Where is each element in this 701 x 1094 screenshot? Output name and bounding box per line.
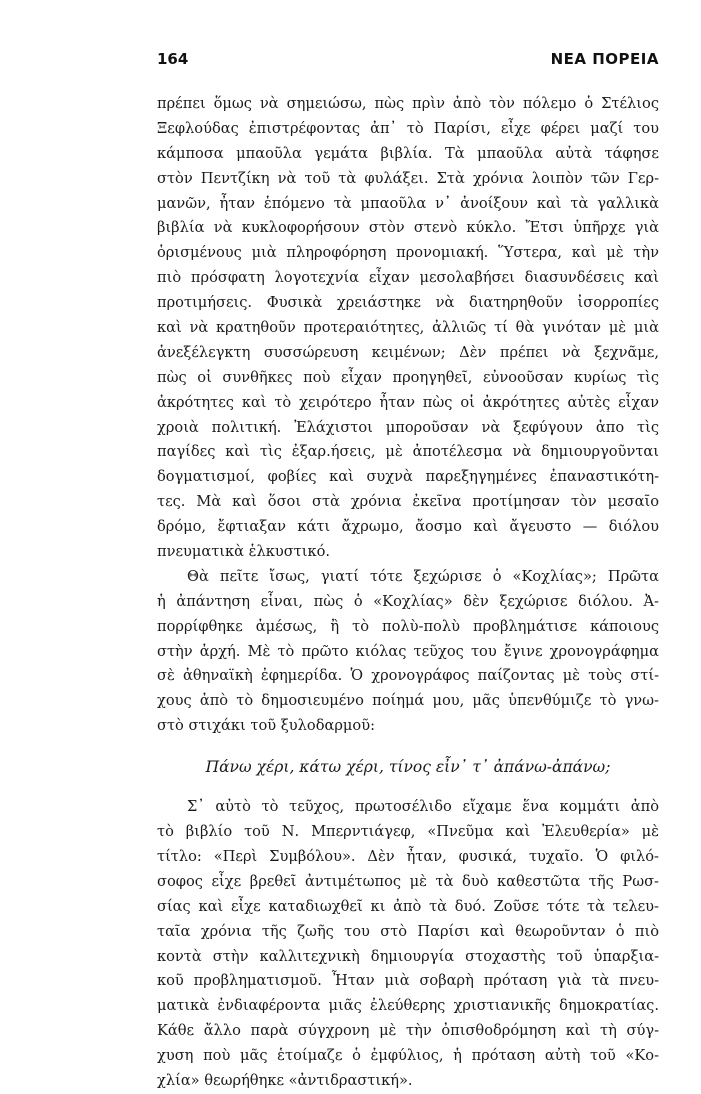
text-line: καὶ νὰ κρατηθοῦν προτεραιότητες, ἀλλιῶς τί θὰ γινόταν μὲ μιὰ bbox=[157, 319, 659, 337]
text-line: πνευματικὰ ἑλκυστικό. bbox=[157, 543, 331, 561]
text-line: δρόμο, ἔφτιαξαν κάτι ἄχρωμο, ἄοσμο καὶ ἄγευστο — διόλου bbox=[157, 518, 659, 536]
text-line: στὸν Πεντζίκη νὰ τοῦ τὰ φυλάξει. Στὰ χρόνια λοιπὸν τῶν Γερ- bbox=[157, 169, 659, 187]
text-line: χροιὰ πολιτική. Ἐλάχιστοι μποροῦσαν νὰ ξεφύγουν ἀπο τὶς bbox=[157, 418, 659, 436]
text-line: σίας καὶ εἶχε καταδιωχθεῖ κι ἀπὸ τὰ δυό. Ζοῦσε τότε τὰ τελευ- bbox=[157, 897, 659, 915]
text-line: σοφος εἶχε βρεθεῖ ἀντιμέτωπος μὲ τὰ δυὸ καθεστῶτα τῆς Ρωσ- bbox=[157, 872, 659, 890]
text-line: πορρίφθηκε ἀμέσως, ἢ τὸ πολὺ-πολὺ προβλημάτισε κάποιους bbox=[157, 617, 659, 635]
text-line: ταῖα χρόνια τῆς ζωῆς του στὸ Παρίσι καὶ θεωροῦνταν ὁ πιὸ bbox=[157, 922, 659, 940]
text-line: Ξεφλούδας ἐπιστρέφοντας ἀπ᾿ τὸ Παρίσι, εἶχε φέρει μαζί του bbox=[157, 119, 659, 137]
text-line: μανῶν, ἦταν ἑπόμενο τὰ μπαοῦλα ν᾿ ἀνοίξουν καὶ τὰ γαλλικὰ bbox=[157, 194, 659, 212]
text-line: παγίδες καὶ τὶς ἐξαρ.ήσεις, μὲ ἀποτέλεσμα νὰ δημιουργοῦνται bbox=[157, 443, 659, 461]
paragraph-1 bbox=[157, 92, 659, 565]
text-line: δογματισμοί, φοβίες καὶ συχνὰ παρεξηγημένες ἐπαναστικότη- bbox=[157, 468, 659, 486]
text-line: στὸ στιχάκι τοῦ ξυλοδαρμοῦ: bbox=[157, 717, 375, 735]
text-line: κοντὰ στὴν καλλιτεχνικὴ δημιουργία στοχαστὴς τοῦ ὑπαρξια- bbox=[157, 947, 659, 965]
text-line: χους ἀπὸ τὸ δημοσιευμένο ποίημά μου, μᾶς ὑπενθύμιζε τὸ γνω- bbox=[157, 692, 659, 710]
text-line: πὼς οἱ συνθῆκες ποὺ εἶχαν προηγηθεῖ, εὐνοοῦσαν κυρίως τὶς bbox=[157, 368, 659, 386]
text-line: τίτλο: «Περὶ Συμβόλου». Δὲν ἦταν, φυσικά, τυχαῖο. Ὁ φιλό- bbox=[157, 847, 659, 865]
text-line: ἡ ἀπάντηση εἶναι, πὼς ὁ «Κοχλίας» δὲν ξεχώρισε διόλου. Ἀ- bbox=[157, 592, 659, 610]
text-line: πρέπει ὅμως νὰ σημειώσω, πὼς πρὶν ἀπὸ τὸν πόλεμο ὁ Στέλιος bbox=[157, 95, 659, 112]
text-line: ματικὰ ἐνδιαφέροντα μιᾶς ἐλεύθερης χριστιανικῆς δημοκρατίας. bbox=[157, 997, 659, 1015]
text-line: ἀκρότητες καὶ τὸ χειρότερο ἦταν πὼς οἱ ἀκρότητες αὐτὲς εἶχαν bbox=[157, 393, 659, 411]
text-line: χυση ποὺ μᾶς ἑτοίμαζε ὁ ἐμφύλιος, ἡ πρόταση αὐτὴ τοῦ «Κο- bbox=[157, 1047, 659, 1065]
paragraph-2 bbox=[157, 565, 659, 739]
text-line: Θὰ πεῖτε ἴσως, γιατί τότε ξεχώρισε ὁ «Κοχλίας»; Πρῶτα bbox=[187, 567, 659, 585]
page-header bbox=[157, 50, 659, 72]
text-line: ἀνεξέλεγκτη συσσώρευση κειμένων; Δὲν πρέπει νὰ ξεχνᾶμε, bbox=[157, 343, 659, 361]
body-text bbox=[157, 92, 659, 1094]
text-line: Κάθε ἄλλο παρὰ σύγχρονη μὲ τὴν ὀπισθοδρόμηση καὶ τὴ σύγ- bbox=[157, 1022, 659, 1040]
text-line: βιβλία νὰ κυκλοφορήσουν στὸν στενὸ κύκλο. Ἔτσι ὑπῆρχε γιὰ bbox=[157, 219, 659, 237]
text-line: τες. Μὰ καὶ ὅσοι στὰ χρόνια ἐκεῖνα προτίμησαν τὸν μεσαῖο bbox=[157, 493, 659, 511]
running-title: ΝΕΑ ΠΟΡΕΙΑ bbox=[550, 50, 659, 68]
text-line: Σ᾿ αὐτὸ τὸ τεῦχος, πρωτοσέλιδο εἴχαμε ἕνα κομμάτι ἀπὸ bbox=[187, 798, 659, 816]
text-line: κάμποσα μπαοῦλα γεμάτα βιβλία. Τὰ μπαοῦλα αὐτὰ τάφησε bbox=[157, 144, 659, 162]
text-line: ὁρισμένους μιὰ πληροφόρηση προνομιακή. Ὕστερα, καὶ μὲ τὴν bbox=[157, 244, 659, 262]
text-line: κοῦ προβληματισμοῦ. Ἦταν μιὰ σοβαρὴ πρόταση γιὰ τὰ πνευ- bbox=[157, 972, 659, 990]
text-line: σὲ ἀθηναϊκὴ ἐφημερίδα. Ὁ χρονογράφος παίζοντας μὲ τοὺς στί- bbox=[157, 667, 659, 685]
verse-quote: Πάνω χέρι, κάτω χέρι, τίνος εἶν᾿ τ᾿ ἀπάνω-ἀπάνω; bbox=[205, 758, 611, 777]
text-line: τὸ βιβλίο τοῦ Ν. Μπερντιάγεφ, «Πνεῦμα καὶ Ἐλευθερία» μὲ bbox=[157, 823, 659, 841]
text-line: προτιμήσεις. Φυσικὰ χρειάστηκε νὰ διατηρηθοῦν ἰσορροπίες bbox=[157, 294, 659, 312]
page-number: 164 bbox=[157, 50, 189, 68]
text-line: πιὸ πρόσφατη λογοτεχνία εἶχαν μεσολαβήσει διασυνδέσεις καὶ bbox=[157, 269, 659, 287]
text-line: χλία» θεωρήθηκε «ἀντιδραστική». bbox=[157, 1071, 413, 1089]
text-line: στὴν ἀρχή. Μὲ τὸ πρῶτο κιόλας τεῦχος του ἔγινε χρονογράφημα bbox=[157, 642, 659, 660]
paragraph-3 bbox=[157, 795, 659, 1094]
